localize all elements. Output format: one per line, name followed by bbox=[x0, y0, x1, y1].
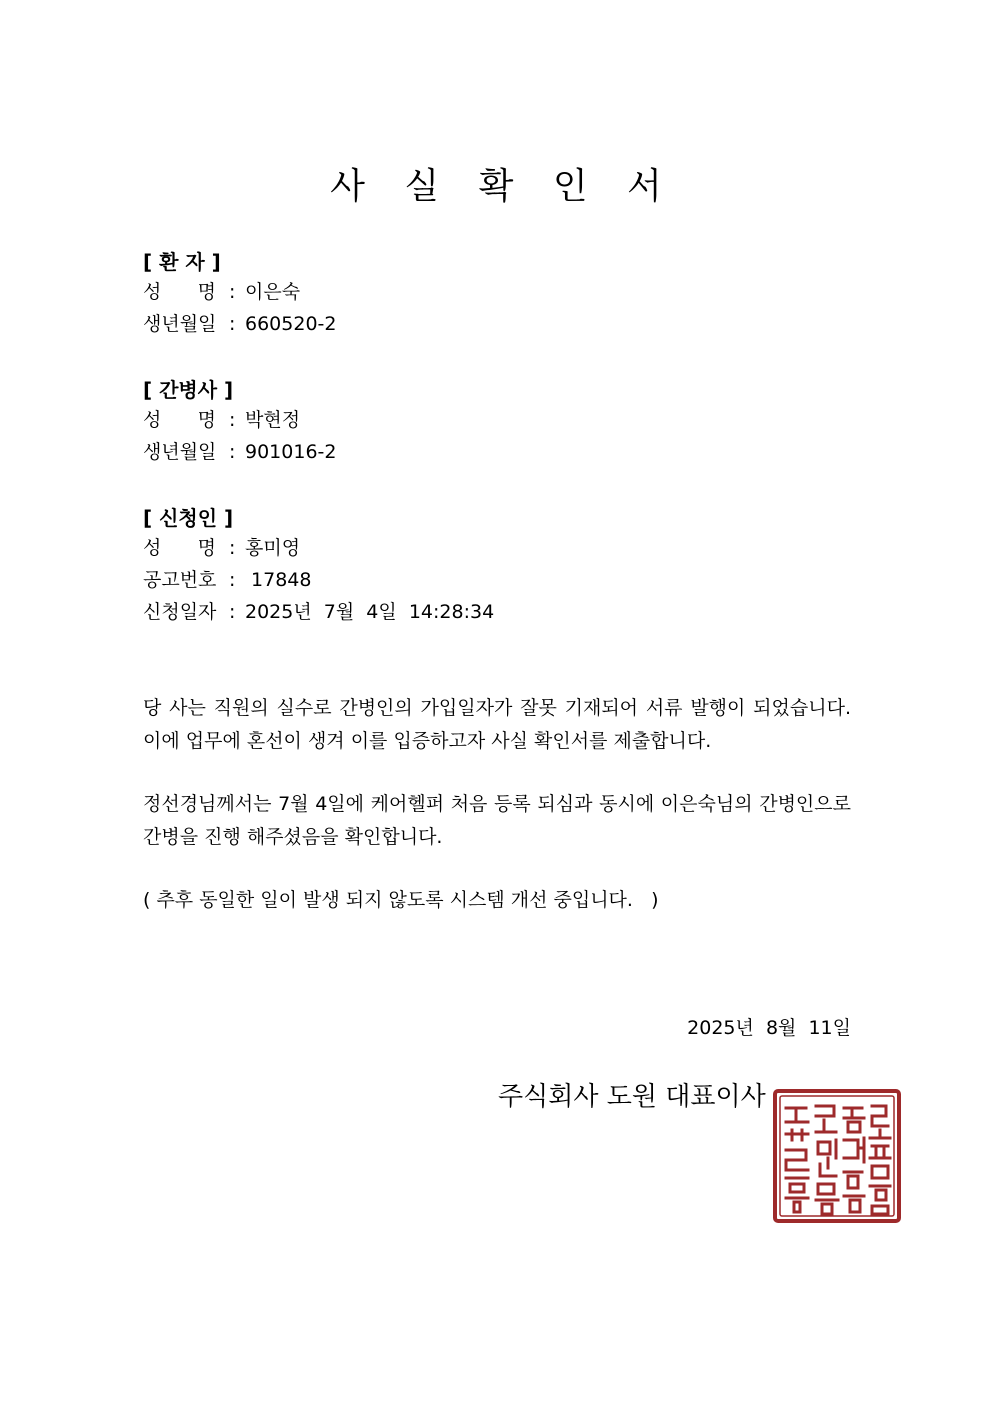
issue-date: 2025년 8월 11일 bbox=[687, 1017, 851, 1039]
body-paragraph-3: ( 추후 동일한 일이 발생 되지 않도록 시스템 개선 중입니다. ) bbox=[143, 889, 659, 911]
applicant-name-label: 성 명 bbox=[143, 537, 216, 559]
applicant-date-row bbox=[143, 598, 494, 626]
applicant-notice-row bbox=[143, 566, 311, 594]
colon: : bbox=[229, 409, 236, 431]
patient-heading: [ 환 자 ] bbox=[143, 250, 221, 274]
applicant-name: 홍미영 bbox=[245, 537, 301, 559]
colon: : bbox=[229, 441, 236, 463]
colon: : bbox=[229, 313, 236, 335]
applicant-notice: 17848 bbox=[245, 569, 312, 591]
applicant-date: 2025년 7월 4일 14:28:34 bbox=[245, 601, 495, 623]
patient-birth: 660520-2 bbox=[245, 313, 337, 335]
applicant-date-label: 신청일자 bbox=[143, 601, 217, 623]
applicant-name-row bbox=[143, 534, 300, 562]
caregiver-name-row bbox=[143, 406, 300, 434]
document-title: 사 실 확 인 서 bbox=[330, 166, 676, 207]
patient-birth-label: 생년월일 bbox=[143, 313, 217, 335]
body-paragraph-2: 정선경님께서는 7월 4일에 케어헬퍼 처음 등록 되심과 동시에 이은숙님의 간병인으로 간병을 진행 해주셨음을 확인합니다. bbox=[143, 793, 851, 848]
signer-name: 주식회사 도원 대표이사 bbox=[498, 1082, 766, 1112]
applicant-notice-label: 공고번호 bbox=[143, 569, 217, 591]
applicant-heading: [ 신청인 ] bbox=[143, 506, 234, 530]
caregiver-name: 박현정 bbox=[245, 409, 301, 431]
body-paragraph-1: 당 사는 직원의 실수로 간병인의 가입일자가 잘못 기재되어 서류 발행이 되었습니다. 이에 업무에 혼선이 생겨 이를 입증하고자 사실 확인서를 제출합니다. bbox=[143, 697, 851, 752]
caregiver-birth-label: 생년월일 bbox=[143, 441, 217, 463]
colon: : bbox=[229, 601, 236, 623]
caregiver-birth: 901016-2 bbox=[245, 441, 337, 463]
colon: : bbox=[229, 569, 236, 591]
patient-name: 이은숙 bbox=[245, 281, 301, 303]
patient-birth-row bbox=[143, 310, 336, 338]
colon: : bbox=[229, 537, 236, 559]
colon: : bbox=[229, 281, 236, 303]
patient-name-row bbox=[143, 278, 300, 306]
caregiver-heading: [ 간병사 ] bbox=[143, 378, 234, 402]
caregiver-name-label: 성 명 bbox=[143, 409, 216, 431]
company-seal-icon bbox=[772, 1088, 902, 1224]
caregiver-birth-row bbox=[143, 438, 336, 466]
patient-name-label: 성 명 bbox=[143, 281, 216, 303]
